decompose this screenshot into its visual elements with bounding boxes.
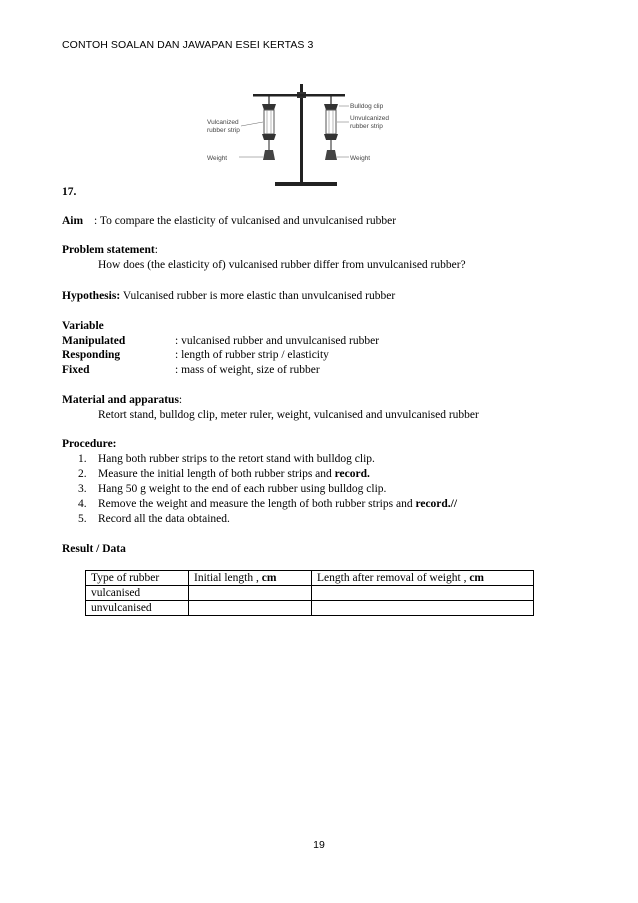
procedure-heading: Procedure: [62,438,117,450]
label-unvulcanized-2: rubber strip [350,123,383,130]
variable-responding-label: Responding [62,349,121,361]
procedure-step: Hang 50 g weight to the end of each rubber using bulldog clip. [98,483,387,495]
procedure-step: Measure the initial length of both rubber strips and record. [98,468,370,480]
table-header-cell: Initial length , cm [189,571,312,586]
procedure-step: Remove the weight and measure the length of both rubber strips and record.// [98,498,458,510]
table-cell [189,601,312,616]
variable-responding-value: : length of rubber strip / elasticity [175,349,329,361]
materials-text: Retort stand, bulldog clip, meter ruler, weight, vulcanised and unvulcanised rubber [98,409,479,421]
result-table [85,570,534,616]
table-cell: unvulcanised [86,601,189,616]
table-header-row [86,571,534,586]
table-cell: vulcanised [86,586,189,601]
label-weight-right: Weight [350,155,371,162]
aim-label: Aim [62,215,84,227]
page-header: CONTOH SOALAN DAN JAWAPAN ESEI KERTAS 3 [62,39,314,51]
page-number: 19 [313,839,325,851]
label-unvulcanized-1: Unvulcanized [350,115,390,122]
hypothesis: Hypothesis: Vulcanised rubber is more elastic than unvulcanised rubber [62,290,396,302]
result-heading: Result / Data [62,543,126,555]
procedure-step: Hang both rubber strips to the retort stand with bulldog clip. [98,453,375,465]
table-row [86,586,534,601]
aim-text: : To compare the elasticity of vulcanised and unvulcanised rubber [94,215,397,227]
retort-stand-rod [300,84,303,182]
right-rubber-assembly [324,96,338,160]
question-number: 17. [62,186,77,198]
procedure-step-num: 1. [78,453,87,465]
materials-label: Material and apparatus: [62,394,183,406]
label-vulcanised-1: Vulcanized [207,119,239,126]
variable-manipulated-value: : vulcanised rubber and unvulcanised rubber [175,335,380,347]
procedure-step-num: 4. [78,498,87,510]
variable-fixed-label: Fixed [62,364,90,376]
procedure-step: Record all the data obtained. [98,513,230,525]
variable-heading: Variable [62,320,104,332]
table-cell [312,586,534,601]
retort-stand-base [275,182,337,186]
table-cell [312,601,534,616]
variable-fixed-value: : mass of weight, size of rubber [175,364,320,376]
table-header-cell: Type of rubber [86,571,189,586]
label-vulcanised-2: rubber strip [207,127,240,134]
procedure-step-num: 5. [78,513,87,525]
table-header-cell: Length after removal of weight , cm [312,571,534,586]
variable-manipulated-label: Manipulated [62,335,126,347]
label-bulldog-clip: Bulldog clip [350,103,384,110]
table-row [86,601,534,616]
table-cell [189,586,312,601]
problem-statement-label: Problem statement: [62,244,158,256]
left-rubber-assembly [262,96,276,160]
apparatus-figure [205,82,415,194]
procedure-step-num: 3. [78,483,87,495]
problem-statement-text: How does (the elasticity of) vulcanised rubber differ from unvulcanised rubber? [98,259,466,271]
procedure-step-num: 2. [78,468,87,480]
label-weight-left: Weight [207,155,228,162]
